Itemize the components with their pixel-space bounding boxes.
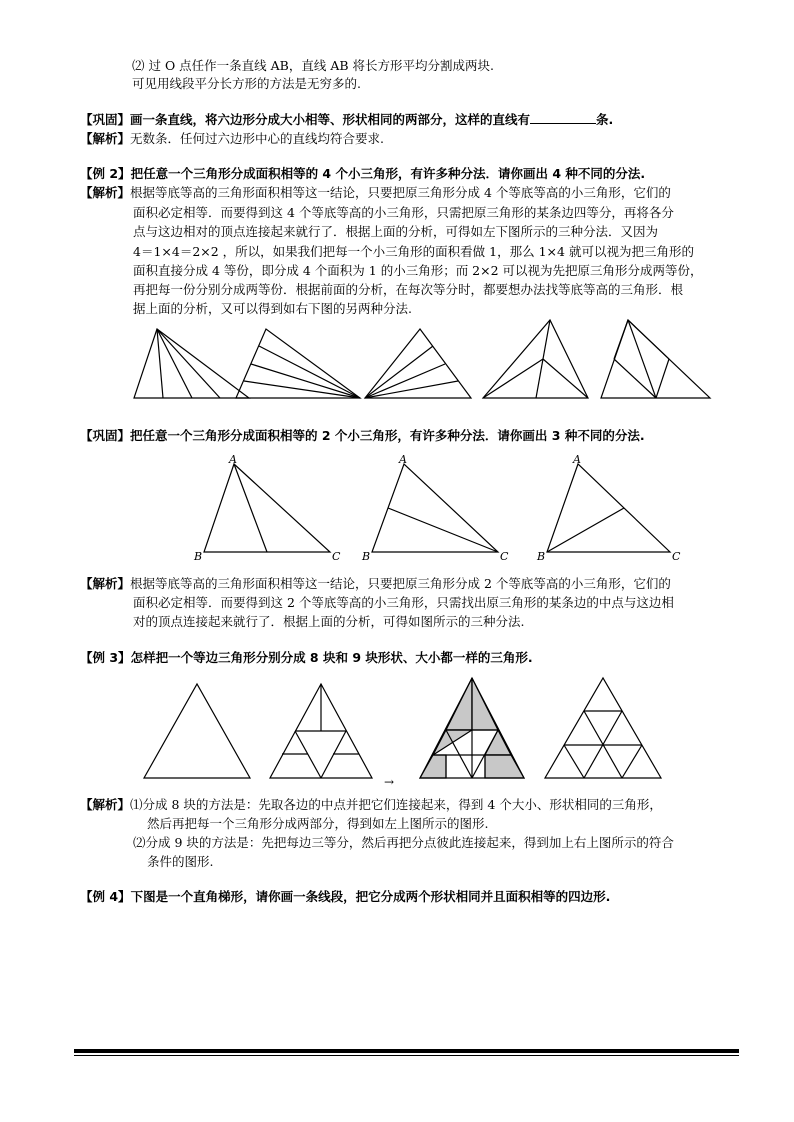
analysis [80,795,662,814]
analysis-text: 根据等底等高的三角形面积相等这一结论，只要把原三角形分成 2 个等底等高的小三角形，它们的 [130,576,671,591]
section-tag: 【解析】 [80,185,131,200]
vertex-label-a: A [573,453,581,466]
section-tag: 【解析】 [80,797,131,812]
triangle-figure [270,684,372,778]
analysis-text: 对的顶点连接起来就行了．根据上面的分析，可得如图所示的三种分法. [133,614,525,629]
vertex-label-b: B [537,550,546,563]
vertex-label-b: B [194,550,203,563]
triangle-figure [545,678,661,778]
text-line: ⑵ 过 O 点任作一条直线 AB，直线 AB 将长方形平均分割成两块. [132,58,494,73]
analysis-text: 面积直接分成 4 等份，即分成 4 个面积为 1 的小三角形；而 2×2 可以视为先把原三角形分成两等份， [133,263,703,278]
analysis-text: 面积必定相等．而要得到这 4 个等底等高的小三角形，只需把原三角形的某条边四等分，再将各分 [133,205,674,220]
analysis-text: 据上面的分析，又可以得到如右下图的另两种分法. [133,301,412,316]
analysis-text: 4＝1×4＝2×2 ，所以，如果我们把每一个小三角形的面积看做 1，那么 1×4 就可以视为把三角形的 [133,244,694,259]
section-tag: 【巩固】 [80,112,131,127]
analysis-text: 条件的图形. [147,854,214,869]
vertex-label-c: C [500,550,509,563]
analysis-text: 根据等底等高的三角形面积相等这一结论，只要把原三角形分成 4 个等底等高的小三角形，它们的 [130,185,671,200]
vertex-label-c: C [672,550,681,563]
question-text-end: 条. [596,112,614,127]
analysis-text: ⑴分成 8 块的方法是：先取各边的中点并把它们连接起来，得到 4 个大小、形状相同的三角形， [130,797,662,812]
analysis-text: 再把每一份分别分成两等份．根据前面的分析，在每次等分时，都要想办法找等底等高的三角形．根 [133,282,684,297]
section-tag: 【巩固】 [80,428,131,443]
question-text: 画一条直线，将六边形分成大小相等、形状相同的两部分，这样的直线有 [130,112,531,127]
vertex-label-a: A [399,453,407,466]
footer-rule-thick [74,1049,739,1053]
question-text: 下图是一个直角梯形，请你画一条线段，把它分成两个形状相同并且面积相等的四边形. [130,889,611,904]
question-text: 怎样把一个等边三角形分别分成 8 块和 9 块形状、大小都一样的三角形. [130,650,533,665]
analysis-text: ⑵分成 9 块的方法是：先把每边三等分，然后再把分点彼此连接起来，得到加上右上图所示的符合 [133,835,674,850]
section-tag: 【解析】 [80,131,131,146]
section-tag: 【解析】 [80,576,131,591]
arrow-mark: → [384,775,395,789]
vertex-label-a: A [229,453,237,466]
analysis-text: 点与这边相对的顶点连接起来就行了．根据上面的分析，可得如左下图所示的三种分法．又因为 [133,224,659,239]
section-tag: 【例 3】 [80,650,131,665]
example-question [80,887,610,906]
footer-rule-thin [74,1055,739,1056]
vertex-label-b: B [362,550,371,563]
analysis-text: 然后再把每一个三角形分成两部分，得到如左上图所示的图形. [147,816,489,831]
triangle-figure [144,684,250,778]
question-text: 把任意一个三角形分成面积相等的 4 个小三角形，有许多种分法．请你画出 4 种不同的分法. [130,166,646,181]
analysis-text: 无数条．任何过六边形中心的直线均符合要求. [130,131,384,146]
section-tag: 【例 4】 [80,889,131,904]
triangle-figure-shaded [420,678,524,778]
text-line: 可见用线段平分长方形的方法是无穷多的. [132,76,361,91]
vertex-label-c: C [332,550,341,563]
question-text: 把任意一个三角形分成面积相等的 2 个小三角形，有许多种分法．请你画出 3 种不同的分法. [130,428,645,443]
section-tag: 【例 2】 [80,166,131,181]
analysis-text: 面积必定相等．而要得到这 2 个等底等高的小三角形，只需找出原三角形的某条边的中点与这边相 [133,595,674,610]
